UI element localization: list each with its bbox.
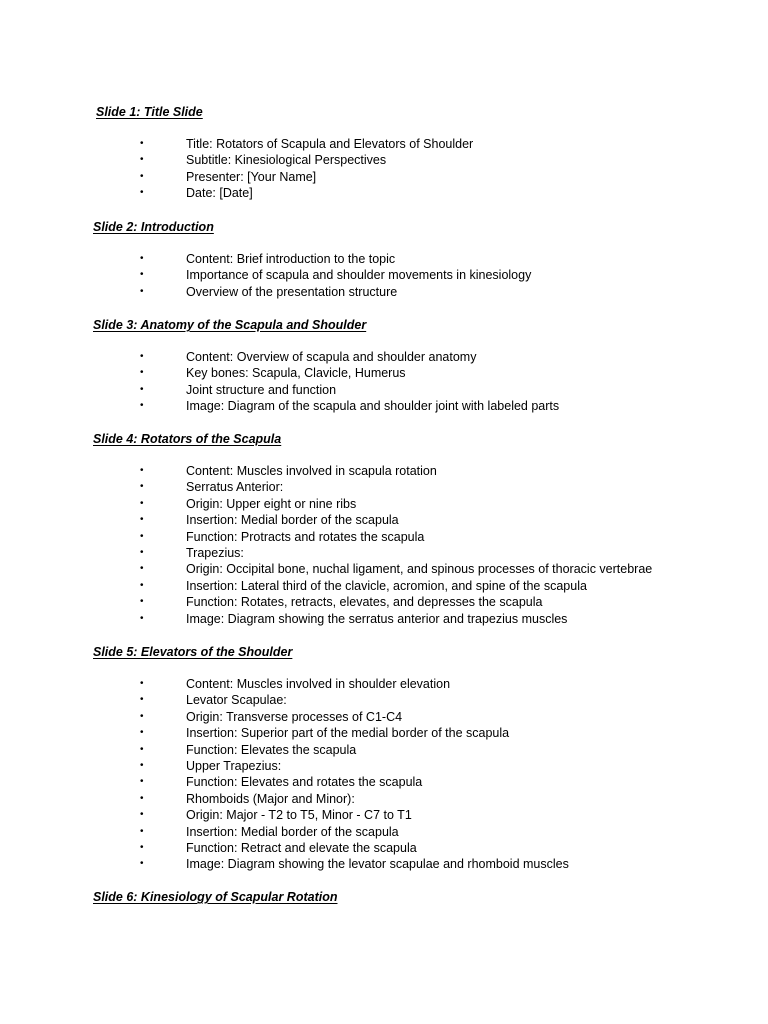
list-item — [0, 856, 768, 872]
list-item-text: Levator Scapulae: — [186, 693, 287, 708]
list-item-text: Function: Elevates the scapula — [186, 742, 357, 757]
list-item-text: Importance of scapula and shoulder movements in kinesiology — [186, 268, 532, 283]
bullet-icon: • — [140, 743, 144, 755]
bullet-icon: • — [140, 383, 144, 395]
slide-heading: Slide 4: Rotators of the Scapula — [93, 432, 282, 446]
list-item — [0, 251, 768, 267]
list-item — [0, 824, 768, 840]
bullet-icon: • — [140, 563, 144, 575]
list-item — [0, 398, 768, 414]
list-item — [0, 791, 768, 807]
list-item-text: Function: Elevates and rotates the scapula — [186, 775, 423, 790]
list-item — [0, 479, 768, 495]
list-item — [0, 152, 768, 168]
list-item — [0, 349, 768, 365]
list-item-text: Upper Trapezius: — [186, 758, 282, 773]
slide-heading: Slide 3: Anatomy of the Scapula and Shoulder — [93, 318, 367, 332]
bullet-icon: • — [140, 759, 144, 771]
list-item-text: Content: Muscles involved in scapula rotation — [186, 464, 437, 478]
bullet-icon: • — [140, 809, 144, 821]
list-item-text: Image: Diagram of the scapula and shoulder joint with labeled parts — [186, 399, 560, 414]
list-item-text: Origin: Occipital bone, nuchal ligament, and spinous processes of thoracic vertebrae — [186, 562, 653, 577]
list-item-text: Image: Diagram showing the levator scapulae and rhomboid muscles — [186, 857, 569, 872]
list-item-text: Function: Rotates, retracts, elevates, and depresses the scapula — [186, 595, 543, 610]
slide-heading: Slide 5: Elevators of the Shoulder — [93, 645, 293, 659]
list-item — [0, 774, 768, 790]
list-item — [0, 529, 768, 545]
bullet-icon: • — [140, 269, 144, 281]
bullet-icon: • — [140, 481, 144, 493]
list-item-text: Image: Diagram showing the serratus anterior and trapezius muscles — [186, 611, 568, 626]
bullet-icon: • — [140, 170, 144, 182]
bullet-icon: • — [140, 858, 144, 870]
list-item — [0, 136, 768, 152]
list-item-text: Insertion: Superior part of the medial border of the scapula — [186, 726, 510, 741]
list-item — [0, 676, 768, 692]
list-item — [0, 512, 768, 528]
bullet-icon: • — [140, 612, 144, 624]
bullet-icon: • — [140, 841, 144, 853]
list-item — [0, 561, 768, 577]
list-item-text: Content: Muscles involved in shoulder elevation — [186, 677, 451, 691]
list-item — [0, 365, 768, 381]
list-item-text: Key bones: Scapula, Clavicle, Humerus — [186, 366, 406, 381]
bullet-icon: • — [140, 285, 144, 297]
list-item — [0, 758, 768, 774]
list-item — [0, 611, 768, 627]
bullet-icon: • — [140, 579, 144, 591]
list-item-text: Function: Retract and elevate the scapula — [186, 840, 417, 855]
list-item-text: Content: Overview of scapula and shoulder anatomy — [186, 350, 477, 364]
bullet-icon: • — [140, 253, 144, 264]
list-item — [0, 709, 768, 725]
bullet-icon: • — [140, 187, 144, 199]
bullet-icon: • — [140, 465, 144, 476]
bullet-list — [0, 676, 768, 873]
bullet-icon: • — [140, 694, 144, 706]
list-item — [0, 169, 768, 185]
list-item-text: Origin: Upper eight or nine ribs — [186, 496, 357, 511]
list-item — [0, 496, 768, 512]
bullet-icon: • — [140, 154, 144, 166]
bullet-icon: • — [140, 710, 144, 722]
list-item — [0, 267, 768, 283]
list-item-text: Overview of the presentation structure — [186, 284, 398, 299]
list-item-text: Presenter: [Your Name] — [186, 169, 317, 184]
list-item — [0, 185, 768, 201]
bullet-icon: • — [140, 776, 144, 788]
list-item-text: Insertion: Medial border of the scapula — [186, 513, 399, 528]
list-item — [0, 382, 768, 398]
list-item-text: Subtitle: Kinesiological Perspectives — [186, 153, 387, 168]
slide-heading: Slide 6: Kinesiology of Scapular Rotation — [93, 890, 338, 904]
list-item — [0, 545, 768, 561]
bullet-icon: • — [140, 367, 144, 379]
list-item — [0, 578, 768, 594]
bullet-list — [0, 136, 768, 202]
slide-heading: Slide 2: Introduction — [93, 220, 214, 234]
list-item — [0, 725, 768, 741]
bullet-icon: • — [140, 825, 144, 837]
bullet-icon: • — [140, 138, 144, 149]
list-item — [0, 692, 768, 708]
slide-heading: Slide 1: Title Slide — [96, 105, 203, 119]
bullet-list — [0, 251, 768, 300]
list-item-text: Origin: Transverse processes of C1-C4 — [186, 709, 403, 724]
bullet-icon: • — [140, 351, 144, 362]
bullet-list — [0, 463, 768, 627]
list-item-text: Serratus Anterior: — [186, 480, 284, 495]
bullet-icon: • — [140, 792, 144, 804]
bullet-icon: • — [140, 546, 144, 558]
bullet-list — [0, 349, 768, 415]
list-item-text: Insertion: Lateral third of the clavicle, acromion, and spine of the scapula — [186, 578, 587, 593]
list-item-text: Joint structure and function — [186, 382, 337, 397]
list-item — [0, 807, 768, 823]
list-item-text: Trapezius: — [186, 545, 244, 560]
bullet-icon: • — [140, 497, 144, 509]
list-item — [0, 284, 768, 300]
list-item-text: Content: Brief introduction to the topic — [186, 252, 396, 266]
list-item — [0, 594, 768, 610]
bullet-icon: • — [140, 596, 144, 608]
list-item-text: Function: Protracts and rotates the scapula — [186, 529, 425, 544]
list-item-text: Date: [Date] — [186, 186, 253, 201]
bullet-icon: • — [140, 727, 144, 739]
list-item-text: Rhomboids (Major and Minor): — [186, 791, 355, 806]
bullet-icon: • — [140, 400, 144, 412]
list-item-text: Insertion: Medial border of the scapula — [186, 824, 399, 839]
bullet-icon: • — [140, 678, 144, 689]
bullet-icon: • — [140, 514, 144, 526]
list-item — [0, 742, 768, 758]
bullet-icon: • — [140, 530, 144, 542]
list-item — [0, 840, 768, 856]
list-item-text: Origin: Major - T2 to T5, Minor - C7 to T1 — [186, 808, 412, 823]
list-item — [0, 463, 768, 479]
list-item-text: Title: Rotators of Scapula and Elevators of Shoulder — [186, 137, 474, 151]
